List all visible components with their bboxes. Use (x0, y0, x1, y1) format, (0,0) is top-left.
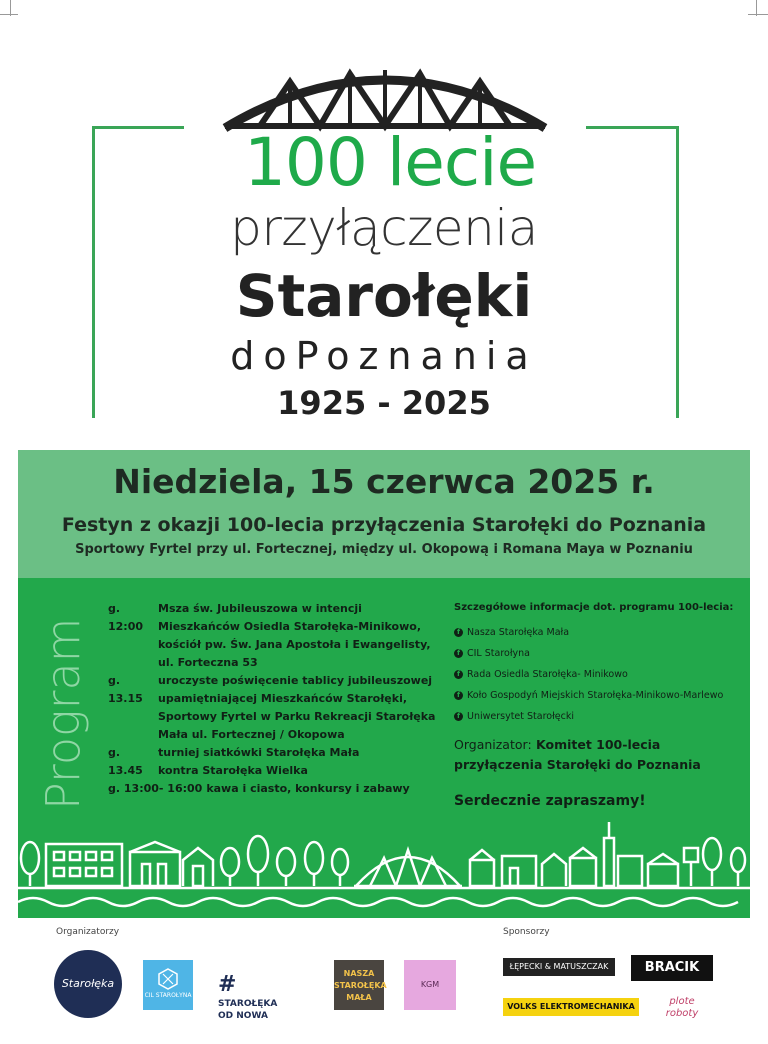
program-item (108, 744, 438, 780)
facebook-icon: f (454, 649, 463, 658)
bracik-logo (631, 955, 713, 981)
program-desc: uroczyste poświęcenie tablicy jubileuszowej upamiętniającej Mieszkańców Starołęki, Sportowy Fyrtel w Parku Rekreacji Starołęka Mała ul. Fortecznej / Okopowa (158, 674, 436, 741)
sponsors-label: Sponsorzy (503, 927, 550, 937)
program-item (108, 672, 438, 744)
skyline-illustration (18, 808, 750, 918)
facebook-icon: f (454, 670, 463, 679)
facebook-icon: f (454, 712, 463, 721)
volks-logo (503, 998, 639, 1016)
title-do-poznania: doPoznania (230, 334, 538, 378)
facebook-link[interactable] (454, 685, 744, 706)
lepecki-text: ŁĘPECKI & MATUSZCZAK (509, 962, 609, 971)
frame-line (92, 126, 95, 418)
plote-text: plote roboty (665, 996, 699, 1019)
facebook-icon: f (454, 628, 463, 637)
staroleka-od-nowa-text: STAROŁĘKA OD NOWA (218, 999, 278, 1021)
frame-line (92, 126, 184, 129)
title-100-lecie: 100 lecie (243, 124, 537, 201)
organizers-label: Organizatorzy (56, 927, 120, 937)
program-item (108, 780, 438, 798)
program-list (108, 600, 438, 798)
frame-line (586, 126, 678, 129)
facebook-link-label: Nasza Starołęka Mała (467, 627, 570, 638)
facebook-link[interactable] (454, 622, 744, 643)
event-date: Niedziela, 15 czerwca 2025 r. (113, 462, 655, 501)
facebook-link-label: Rada Osiedla Starołęka- Minikowo (467, 669, 628, 680)
frame-line (676, 126, 679, 418)
program-time: g. 13.15 (108, 674, 143, 705)
title-przylaczenia: przyłączenia (230, 199, 538, 257)
facebook-link-label: Uniwersytet Starołęcki (467, 711, 575, 722)
crop-mark (0, 14, 18, 15)
info-panel (454, 600, 744, 811)
lepecki-matuszczak-logo (503, 958, 615, 976)
hash-icon: # (218, 972, 237, 997)
crop-mark (748, 14, 768, 15)
organizer-name: Komitet 100-lecia przyłączenia Starołęki do Poznania (454, 737, 701, 772)
facebook-link-label: CIL Starołyna (467, 648, 530, 659)
facebook-link[interactable] (454, 664, 744, 685)
facebook-link[interactable] (454, 706, 744, 727)
staroleka-logo-text: Starołęka (61, 977, 115, 990)
event-title: Festyn z okazji 100-lecia przyłączenia Starołęki do Poznania (61, 514, 707, 536)
staroleka-od-nowa-logo (218, 972, 318, 1021)
program-item (108, 600, 438, 672)
kgm-logo (404, 960, 456, 1010)
cil-hex-icon (157, 968, 179, 990)
kgm-logo-text: KGM (420, 980, 440, 989)
plote-roboty-logo (654, 990, 710, 1026)
cil-logo-text: CIL STAROŁYNA (144, 992, 192, 999)
volks-text: VOLKS ELEKTROMECHANIKA (507, 1002, 635, 1011)
organizer-label: Organizator: (454, 737, 532, 752)
facebook-icon: f (454, 691, 463, 700)
title-years: 1925 - 2025 (277, 384, 491, 422)
program-time: g. 13:00- 16:00 (108, 782, 203, 795)
program-desc: Msza św. Jubileuszowa w intencji Mieszkańców Osiedla Starołęka-Minikowo, kościół pw. Św. Jana Apostoła i Ewangelisty, ul. Forteczna 53 (158, 602, 431, 669)
nasza-logo-text: NASZA STAROŁĘKA MAŁA (334, 969, 387, 1002)
staroleka-logo (54, 950, 122, 1018)
cil-logo (143, 960, 193, 1010)
title-staroleki: Starołęki (235, 262, 533, 330)
program-time: g. 13.45 (108, 746, 143, 777)
invitation: Serdecznie zapraszamy! (454, 793, 646, 809)
facebook-link-label: Koło Gospodyń Miejskich Starołęka-Minikowo-Marlewo (467, 690, 724, 701)
program-desc: turniej siatkówki Starołęka Mała kontra Starołęka Wielka (158, 746, 360, 777)
organizer (454, 735, 744, 775)
info-heading: Szczegółowe informacje dot. programu 100-lecia: (454, 602, 734, 613)
event-place: Sportowy Fyrtel przy ul. Fortecznej, między ul. Okopową i Romana Maya w Poznaniu (75, 542, 693, 557)
program-label: Program (36, 617, 90, 810)
bridge-arch-icon (220, 52, 550, 132)
nasza-staroleka-mala-logo (334, 960, 387, 1010)
facebook-link[interactable] (454, 643, 744, 664)
program-desc: kawa i ciasto, konkursy i zabawy (206, 782, 410, 795)
bracik-text: BRACIK (644, 960, 700, 975)
program-time: g. 12:00 (108, 602, 144, 633)
